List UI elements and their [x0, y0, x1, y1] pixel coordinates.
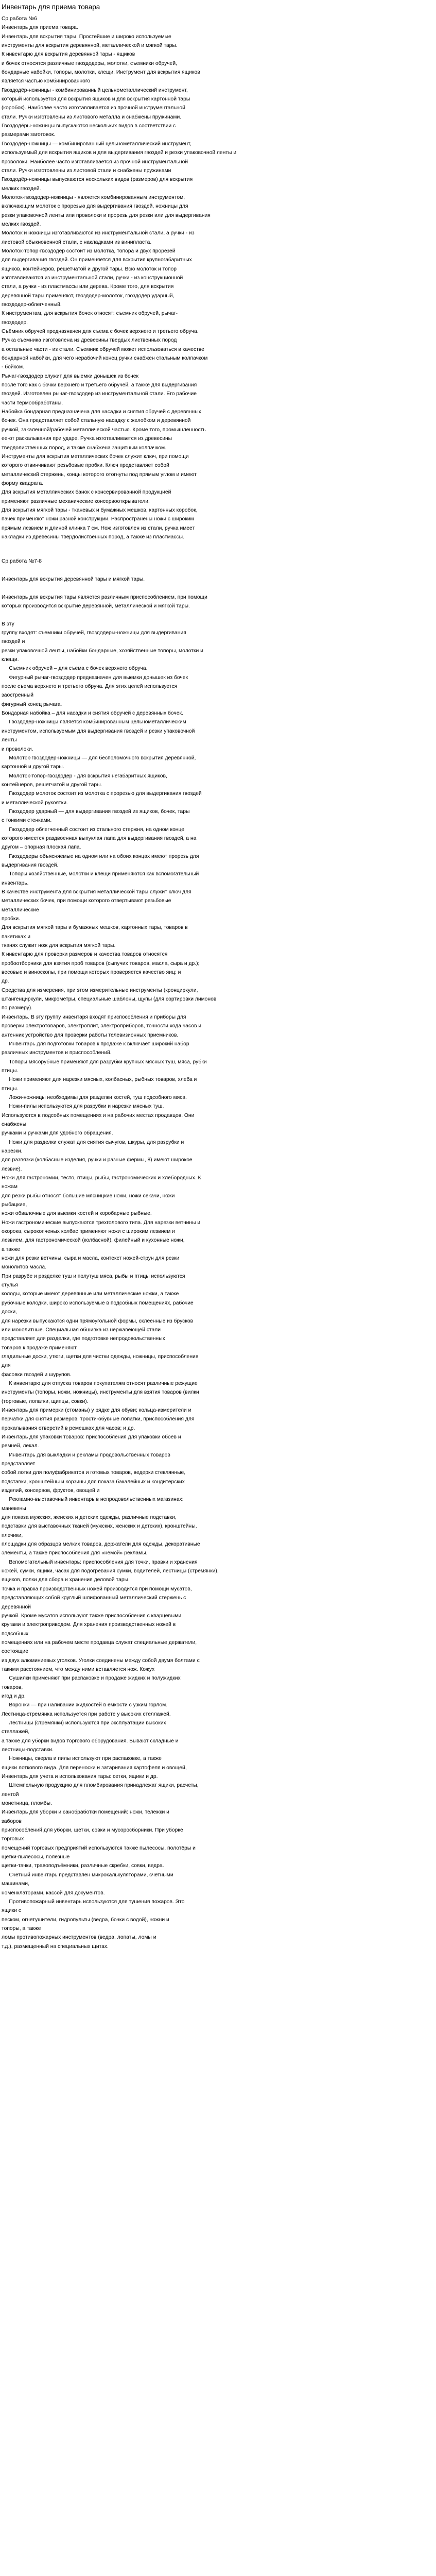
text-line: Инвентарь для учета и использования тары: сетки, ящики и др.	[2, 1774, 158, 1780]
text-line: ремней, лекал.	[2, 1443, 39, 1449]
text-line: К инвентарю для вскрытия деревянной тары - ящиков	[2, 52, 135, 58]
text-line: фигурный конец рычага.	[2, 701, 62, 707]
text-line: контейнеров, решетчатой и другой тары.	[2, 782, 102, 788]
text-line: перчатки для снятия размеров, трости-обувные лопатки, приспособления для	[2, 1416, 195, 1422]
text-line: Воронки — при наливании жидкостей в емкости с узким горлом.	[2, 1702, 168, 1708]
text-line: песком, огнетушители, гидропульты (ведра, бочки с водой), ножни и	[2, 1917, 169, 1923]
text-line: изготавливаются из инструментальной стали, ручки - из конструкционной	[2, 275, 183, 281]
text-line: Инвентарь для подготовки товаров к продаже к включает широкий набор	[2, 1041, 189, 1047]
text-line: после съема верхнего и третьего обруча. Для этих целей используется	[2, 684, 178, 690]
text-line: включающим молоток с прорезью для выдергивания гвоздей, ножницы для	[2, 204, 188, 210]
text-line: ручкой, закаленной/рабочей металлической частью. Кроме того, промышленность	[2, 427, 206, 433]
text-line: прямым лезвием и длиной клинка 7 см. Нож изготовлен из стали, ручка имеет	[2, 525, 195, 531]
text-line: ленты	[2, 737, 17, 743]
text-line: инструменты для вскрытия деревянной, металлической и мягкой тары.	[2, 43, 178, 49]
text-line: является частью комбинированного	[2, 78, 91, 84]
document-body	[2, 14, 434, 1951]
text-line: а также	[2, 1246, 21, 1252]
text-line: Для вскрытия мягкой тары - тканевых и бумажных мешков, картонных коробок,	[2, 507, 198, 513]
text-line: торговых	[2, 1836, 24, 1842]
text-line: (торговые, лопатки, щипцы, совки).	[2, 1398, 89, 1404]
text-line: Съемник обручей – для съема с бочек верхнего обруча.	[2, 666, 148, 672]
text-line: лезвием, для гастрономической (колбасной), филейный и кухонные ножи,	[2, 1238, 185, 1244]
text-line	[2, 611, 434, 619]
text-line: лестницы-подставки.	[2, 1747, 54, 1753]
text-line: применяют различные механические консервооткрыватели.	[2, 498, 150, 504]
text-line: машинами,	[2, 1881, 29, 1887]
text-line: Инструменты для вскрытия металлических бочек служит ключ, при помощи	[2, 453, 189, 460]
text-line: деревянной тары применяют, гвоздодер-молоток, гвоздодер ударный,	[2, 293, 175, 299]
text-line: для показа мужских, женских и детских одежды, различные подставки,	[2, 1515, 177, 1521]
text-line: ее-от раскалывания при ударе. Ручка изготавливается из древесины	[2, 436, 172, 442]
text-line: Гвоздодёр-ножницы — комбинированный цельнометаллический инструмент,	[2, 141, 191, 147]
text-line: подсобных	[2, 1631, 29, 1637]
text-line: При разрубе и разделке туш и полутуш мяса, рыбы и птицы используются	[2, 1273, 185, 1279]
text-line: другом – опорная плоская лапа.	[2, 844, 81, 851]
text-line: бондарные набойки, топоры, молотки, клещи. Инструмент для вскрытия ящиков	[2, 70, 200, 76]
text-line: топоры, а также	[2, 1925, 41, 1931]
text-line: Инвентарь для приема товара.	[2, 25, 78, 31]
text-line: Лестницы (стремянки) используются при эксплуатации высоких	[2, 1720, 166, 1726]
text-line: игод и др.	[2, 1693, 26, 1699]
text-line: Рычаг-гвоздодер служит для выемки донышек из бочек	[2, 373, 138, 379]
text-line: Топоры мясорубные применяют для разрубки крупных мясных туш, мяса, рубки	[2, 1059, 207, 1065]
text-line	[2, 566, 434, 575]
text-line: пачек применяют ножи разной конструкции. Распространены ножи с широким	[2, 516, 194, 522]
text-line: Счетный инвентарь представлен микрокалькуляторами, счетными	[2, 1872, 173, 1878]
text-line: металлических бочек, при помощи которого отвертывают резьбовые	[2, 898, 171, 904]
text-line: плечики,	[2, 1532, 23, 1538]
text-line: Ножи-пилы используются для разрубки и нарезки мясных туш.	[2, 1104, 164, 1110]
text-line: (коробок). Наиболее часто изготавливается из прочной инструментальной	[2, 105, 185, 111]
text-line: В эту	[2, 621, 14, 627]
text-line: Молоток-гвоздодер-ножницы — для бесполомочного вскрытия деревянной,	[2, 755, 196, 761]
text-line: Вспомогательный инвентарь: приспособления для точки, правки и хранения	[2, 1559, 198, 1565]
text-line: заостренный	[2, 692, 34, 699]
text-line: колоды, которые имеют деревянные или металлические ножки, а также	[2, 1291, 179, 1297]
text-line: Съёмник обручей предназначен для съема с бочек верхнего и третьего обруча.	[2, 329, 199, 335]
section-heading: Ср.работа №7-8	[2, 558, 42, 565]
text-line: для развязки (колбасные изделия, ручки и разные фермы, 8) имеют широкое	[2, 1157, 193, 1163]
text-line: стали. Ручки изготовлены из листовой стали и снабжены пружинами	[2, 167, 171, 174]
text-line: Гвоздодер ударный — для выдергивания гвоздей из ящиков, бочек, тары	[2, 808, 190, 815]
text-line: Ножи для гастрономии, тесто, птицы, рыбы, гастрономических и хлебородных. К	[2, 1175, 201, 1181]
text-line: которого отвинчивают резьбовые пробки. Ключ представляет собой	[2, 463, 169, 469]
document-section	[2, 557, 434, 1951]
text-line: проверки электротоваров, электроплит, электроприборов, точности хода часов и	[2, 1023, 202, 1029]
text-line: Ножи применяют для нарезки мясных, колбасных, рыбных товаров, хлеба и	[2, 1077, 197, 1083]
text-line: Лестница-стремянка используется при работе у высоких стеллажей.	[2, 1711, 171, 1717]
text-line: деревянной	[2, 1604, 31, 1610]
text-line: Инвентарь для уборки и санобработки помещений: ножи, тележки и	[2, 1809, 169, 1816]
text-line: из двух алюминиевых уголков. Уголки соединены между собой двумя болтами с	[2, 1657, 200, 1664]
text-line: весовые и виноскопы, при помощи которых проверяется качество яиц; и	[2, 970, 181, 976]
text-line: и бочек относятся различные гвоздодеры, молотки, съемники обручей,	[2, 60, 177, 66]
text-line: мелких гвоздей.	[2, 221, 41, 227]
text-line: которого имеется раздвоенная выпуклая лапа для выдергивания гвоздей, а на	[2, 835, 197, 841]
text-line: товаров к продаже применяют	[2, 1345, 77, 1351]
text-line: подставки, кронштейны и корзины для показа бакалейных и кондитерских	[2, 1479, 185, 1485]
text-line: представляющих собой круглый шлифованный металлический стержень с	[2, 1595, 186, 1601]
text-line: после того как с бочки верхнего и третьего обручей, а также для выдергивания	[2, 382, 197, 388]
text-line: птицы.	[2, 1086, 19, 1092]
text-line: для резки рыбы относят большие мясницкие ножи, ножи секачи, ножи	[2, 1193, 175, 1199]
text-line: Гвоздодер-ножницы является комбинированным цельнометаллическим	[2, 719, 186, 725]
text-line: рубочные колодки, широко используемые в подсобных помещениях, рабочие	[2, 1300, 194, 1306]
text-line: ножи обвалочные для выемки костей и коробарные рыбные.	[2, 1211, 152, 1217]
text-line: доски,	[2, 1309, 18, 1315]
text-line: который используется для вскрытия ящиков и для вскрытия картонной тары	[2, 96, 190, 103]
text-line: Инвентарь для вскрытия тары является различным приспособлением, при помощи	[2, 594, 207, 600]
text-line: рыбацкие,	[2, 1202, 27, 1208]
text-line: различных инструментов и приспособлений.	[2, 1050, 112, 1056]
text-line: Молоток-топор-гвоздодер состоит из молотка, топора и двух прорезей	[2, 248, 176, 254]
text-line: заборов	[2, 1818, 22, 1824]
document-title: Инвентарь для приема товара	[2, 3, 100, 11]
text-line: Гвоздодёр-ножницы - комбинированный цельнометаллический инструмент,	[2, 87, 188, 93]
text-line: В качестве инструмента для вскрытия металлической тары служит ключ для	[2, 889, 191, 895]
text-line: Инвентарь для примерки (стоманы) у рядке для обуви; кольца-измерители и	[2, 1407, 191, 1413]
text-line: части термообработаны.	[2, 400, 63, 406]
text-line: Молоток-топор-гвоздодер - для вскрытия негабаритных ящиков,	[2, 773, 167, 779]
text-line: ножей, сумки, ящики, часах для подогревания сумки, водителей, лестницы (стремянки),	[2, 1568, 219, 1574]
text-line: для выдергивания гвоздей. Он применяется для вскрытия крупногабаритных	[2, 257, 192, 263]
text-line: листовой обыкновенной стали, с накладками из винипласта.	[2, 239, 152, 245]
text-line: твердолиственных пород, и также снабжена защитным колпачком.	[2, 445, 166, 451]
text-line: Ножи для разделки служат для снятия сычугов, шкуры, для разрубки и	[2, 1139, 184, 1145]
text-line: манекены	[2, 1505, 26, 1512]
text-line: гладильные доски, утюги, щетки для чистки одежды, ножницы, приспособления	[2, 1353, 199, 1360]
text-line: Для вскрытия металлических банок с консервированной продукцией	[2, 489, 171, 496]
text-line: металлический стержень, концы которого отогнуты под прямым углом и имеют	[2, 471, 197, 478]
text-line: Сушилки применяют при распаковке и продаже жидких и полужидких	[2, 1675, 181, 1682]
text-line: проволоки. Наиболее часто изготавливается из прочной инструментальной	[2, 159, 188, 165]
text-line: монолитов масла.	[2, 1264, 46, 1270]
text-line: К инструментам, для вскрытия бочек относят: съемник обручей, рычаг-	[2, 311, 178, 317]
text-line: ножам	[2, 1184, 18, 1190]
text-line: К инвентарю для отпуска товаров покупателям относят различные режущие	[2, 1380, 198, 1386]
text-line: фасовки гвоздей и шурупов.	[2, 1371, 72, 1378]
text-line: ящики лоткового вида. Для переноски и затаривания картофеля и овощей,	[2, 1765, 187, 1771]
text-line: ручками и ручками для удобного обращения.	[2, 1130, 113, 1137]
text-line: нарезки.	[2, 1148, 23, 1154]
text-line: ножи для резки ветчины, сыра и масла, контекст ножей-струн для резки	[2, 1256, 180, 1262]
text-line: или монолитные. Специальная обшивка из нержавеющей стали	[2, 1327, 161, 1333]
text-line: окорока, сырокопченых колбас применяют ножи с широким лезвием и	[2, 1229, 175, 1235]
text-line: Средства для измерения, при этом измерительные инструменты (кронциркули,	[2, 987, 198, 993]
text-line: - бойком.	[2, 364, 24, 370]
text-line: пробки.	[2, 916, 21, 922]
text-line: ящиков, полки для сбора и хранения деловой тары.	[2, 1577, 130, 1583]
text-line: представляет для разделки, где подготовке непродовольственных	[2, 1336, 165, 1342]
text-line: товаров,	[2, 1684, 23, 1690]
text-line: стали. Ручки изготовлены из листового металла и снабжены пружинами.	[2, 114, 182, 120]
text-line: металлические	[2, 907, 39, 913]
text-line: Для вскрытия мягкой тары и бумажных мешков, картонных тары, товаров в	[2, 925, 188, 931]
text-line: приспособлений для уборки, щетки, совки и мусоросборники. При уборке	[2, 1827, 183, 1834]
text-line: птицы.	[2, 1067, 19, 1074]
text-line: гвоздей. Изготовлен рычаг-гвоздодер из инструментальной стали. Его рабочие	[2, 391, 197, 397]
text-line: лезвие).	[2, 1166, 22, 1172]
text-line: по размеру).	[2, 1005, 33, 1011]
text-line: подставки для выставочных тканей (мужских, женских и детских), кронштейны,	[2, 1523, 197, 1530]
text-line: Гвоздодер молоток состоит из молотка с прорезью для выдергивания гвоздей	[2, 791, 202, 797]
text-line: площадки для образцов мелких товаров, держатели для одежды, декоративные	[2, 1541, 200, 1548]
text-line: тканях служит нож для вскрытия мягкой тары.	[2, 943, 116, 949]
text-line: Ложи-ножницы необходимы для разделки костей, туш подсобного мяса.	[2, 1094, 187, 1100]
text-line: Молоток-гвоздодер-ножницы - является комбинированным инструментом,	[2, 194, 185, 200]
text-line: Ножи гастрономические выпускаются трехголового типа. Для нарезки ветчины и	[2, 1219, 201, 1226]
text-line: Молоток и ножницы изготавливаются из инструментальной стали, а ручки - из	[2, 230, 195, 236]
text-line: стали, а ручки - из пластмассы или дерева. Кроме того, для вскрытия	[2, 284, 174, 290]
text-line: форму квадрата.	[2, 480, 44, 486]
text-line: Инвентарь для выкладки и рекламы продовольственных товаров	[2, 1452, 170, 1458]
text-line: лентой	[2, 1791, 19, 1798]
text-line: пакетиках и	[2, 934, 30, 940]
text-line: элементы, а также приспособления для «немой» рекламы.	[2, 1550, 148, 1556]
text-line: Ножницы, сверла и пилы используют при распаковке, а также	[2, 1756, 162, 1762]
text-line: и проволоки.	[2, 746, 33, 752]
text-line: штангенциркули, микрометры, специальные шаблоны, щупы (для сортировки лимонов	[2, 996, 217, 1003]
text-line: щетки-тачки, травоподъёмники, различные скребки, совки, ведра.	[2, 1863, 164, 1869]
text-line: и металлической рукоятки.	[2, 800, 68, 806]
text-line: ящиков, контейнеров, решетчатой и другой тары. Всю молоток и топор	[2, 266, 177, 272]
text-line: инвентарь.	[2, 880, 29, 886]
text-line: бондарной набойки, для чего нерабочий конец ручки снабжен стальным колпачком	[2, 355, 208, 362]
text-line: гвоздодер.	[2, 319, 28, 326]
text-line: Инвентарь. В эту группу инвентаря входят приспособления и приборы для	[2, 1014, 186, 1020]
text-line: Инвентарь для упаковки товаров: приспособления для упаковки обоев и	[2, 1434, 181, 1440]
text-line: группу входят: съемники обручей, гвоздодеры-ножницы для выдергивания	[2, 630, 186, 636]
text-line: мелких гвоздей.	[2, 185, 41, 192]
text-line: Инвентарь для вскрытия деревянной тары и мягкой тары.	[2, 576, 145, 582]
text-line: Топоры хозяйственные, молотки и клещи применяются как вспомогательный	[2, 871, 199, 877]
text-line: номенклаторами, кассой для документов.	[2, 1890, 105, 1896]
text-line: резки упаковочной ленты или проволоки и прорезь для резки или для выдергивания	[2, 212, 211, 218]
text-line: антенник устройство для проверки работы телевизионных приемников.	[2, 1032, 179, 1038]
text-line: собой лотки для полуфабрикатов и готовых товаров, ведерки стеклянные,	[2, 1470, 186, 1476]
text-line: представляет	[2, 1461, 36, 1467]
text-line	[2, 584, 434, 592]
text-line: монетница, пломбы.	[2, 1801, 52, 1807]
text-line: т.д.), размещенный на специальных щитах.	[2, 1943, 109, 1950]
text-line: используемый для вскрытия ящиков и для выдергивания гвоздей и резки упаковочной ленты и	[2, 150, 237, 156]
text-line: размерами заготовок.	[2, 132, 56, 138]
text-line: Бондарная набойка – для насадки и снятия обручей с деревянных бочек.	[2, 710, 183, 717]
text-line: Гвоздодёр-ножницы выпускаются нескольких видов (размеров) для вскрытия	[2, 177, 193, 183]
text-line: состоящие	[2, 1649, 28, 1655]
text-line: Точка и правка производственных ножей производится при помощи мусатов,	[2, 1586, 192, 1592]
text-line: для	[2, 1363, 11, 1369]
text-line: а остальные части - из стали. Съемник обручей может использоваться в качестве	[2, 346, 204, 352]
text-line: стулья	[2, 1282, 18, 1289]
text-line: Ручка съемника изготовлена из древесины твердых лиственных пород	[2, 337, 177, 344]
text-line: а также для уборки видов торгового оборудования. Бывают складные и	[2, 1738, 179, 1744]
text-line: помещений торговых предприятий используются также пылесосы, полотёры и	[2, 1845, 196, 1851]
text-line: Набойка бондарная предназначена для насадки и снятия обручей с деревянных	[2, 409, 201, 415]
text-line: инструменты (топоры, ножи, ножницы), инструменты для взятия товаров (вилки	[2, 1389, 199, 1396]
text-line: клещи.	[2, 657, 19, 663]
text-line: кругами и электроприводом. Для хранения производственных ножей в	[2, 1622, 176, 1628]
text-line: Гвоздодер облегченный состоит из стального стержня, на одном конце	[2, 826, 184, 833]
text-line: гвоздей и	[2, 639, 25, 645]
text-line: накладки из древесины твердолиственных пород, а также из пластмассы.	[2, 534, 184, 540]
text-line: ящики с	[2, 1908, 22, 1914]
text-line: бочек. Она представляет собой стальную насадку с желобком и деревянной	[2, 418, 191, 424]
text-line: Используются в подсобных помещениях и на рабочих местах продавцов. Они	[2, 1112, 195, 1118]
text-line: резки упаковочной ленты, набойки бондарные, хозяйственные топоры, молотки и	[2, 648, 203, 654]
text-line: Противопожарный инвентарь используются для тушения пожаров. Это	[2, 1899, 185, 1905]
text-line: др.	[2, 978, 9, 985]
text-line: которых производится вскрытие деревянной, металлической и мягкой тары.	[2, 603, 190, 609]
text-line: с тонкими стенками.	[2, 818, 52, 824]
text-line: ломы противопожарных инструментов (ведра, лопаты, ломы и	[2, 1935, 156, 1941]
text-line: Гвоздодёры-ножницы выпускаются нескольких видов в соответствии с	[2, 123, 176, 129]
text-line: выдергивания гвоздей.	[2, 862, 59, 868]
text-line: картонной и другой тары.	[2, 764, 64, 770]
text-line: Штемпельную продукцию для пломбирования принадлежат ящики, расчеты,	[2, 1783, 199, 1789]
text-line: К инвентарю для проверки размеров и качества товаров относятся	[2, 952, 168, 958]
text-line: стеллажей,	[2, 1729, 30, 1735]
text-line: щетки-пылесосы, полезные	[2, 1854, 70, 1860]
text-line: Инвентарь для вскрытия тары. Простейшие и широко используемые	[2, 33, 171, 40]
text-line: гвоздодер-облегченный.	[2, 302, 62, 308]
text-line: Фигурный рычаг-гвоздодер предназначен для выемки донышек из бочек	[2, 674, 188, 681]
text-line: инструментом, используемым для выдергивания гвоздей и резки упаковочной	[2, 728, 195, 734]
text-line: помещениях или на рабочем месте продавца служат специальные держатели,	[2, 1639, 197, 1646]
text-line: ручкой. Кроме мусатов используют также приспособления с кварцевыми	[2, 1613, 182, 1619]
document-section	[2, 14, 434, 541]
text-line: изделий, консервов, фруктов, овощей и	[2, 1488, 100, 1494]
text-line: Гвоздодеры объясняемые на одном или на обоих концах имеют прорезь для	[2, 853, 199, 859]
section-heading: Ср.работа №6	[2, 16, 37, 22]
text-line: снабжены	[2, 1121, 27, 1127]
text-line: Рекламно-выставочный инвентарь в непродовольственных магазинах:	[2, 1497, 184, 1503]
text-line: для нарезки выпускаются одни прямоугольной формы, склеенные из брусков	[2, 1318, 194, 1324]
text-line: пробоотборники для взятия проб товаров (сыпучих товаров, масла, сыра и др.);	[2, 960, 200, 967]
text-line: прокалывания отверстий в ремешках для часов; и др.	[2, 1425, 135, 1431]
text-line: такими расстоянием, что между ними вставляется нож. Кожух	[2, 1666, 155, 1672]
